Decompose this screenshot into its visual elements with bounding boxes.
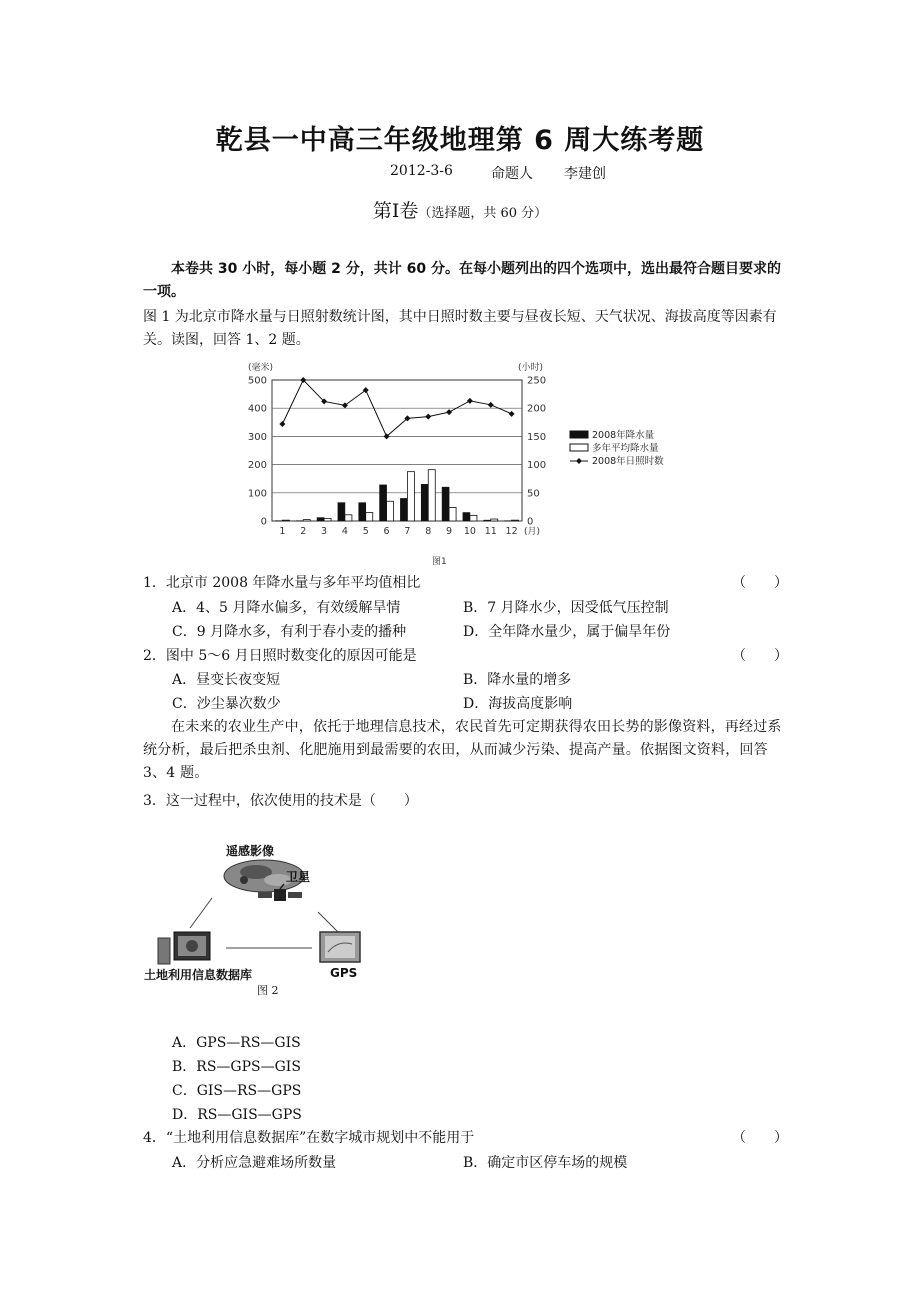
right-tick-label: 150 bbox=[527, 431, 547, 443]
left-axis-label: (毫米) bbox=[248, 363, 274, 373]
page-title: 乾县一中高三年级地理第 6 周大练考题 bbox=[215, 125, 705, 156]
q3-stem: 3．这一过程中，依次使用的技术是（ ） bbox=[143, 793, 418, 809]
x-tick-label: 1 bbox=[279, 526, 286, 537]
x-tick-label: 3 bbox=[321, 526, 328, 537]
bar-avg-precip bbox=[303, 520, 310, 521]
bar-avg-precip bbox=[324, 518, 331, 521]
figure-1-chart bbox=[232, 358, 664, 568]
right-tick-label: 100 bbox=[527, 460, 547, 472]
bar-avg-precip bbox=[491, 519, 498, 521]
bar-2008-precip bbox=[380, 485, 387, 521]
x-tick-label: 2 bbox=[300, 526, 307, 537]
intro-1: 图 1 为北京市降水量与日照射数统计图，其中日照时数主要与昼夜长短、天气状况、海拔高度等因素有关。读图，回答 1、2 题。 bbox=[143, 309, 777, 348]
intro-2: 在未来的农业生产中，依托于地理信息技术，农民首先可定期获得农田长势的影像资料，再经过系统分析，最后把杀虫剂、化肥施用到最需要的农田，从而减少污染、提高产量。依据图文资料，回答 3、4 题。 bbox=[143, 719, 782, 781]
x-unit-label: (月) bbox=[524, 527, 541, 537]
bar-2008-precip bbox=[359, 503, 366, 521]
x-tick-label: 5 bbox=[362, 526, 369, 537]
sunshine-point bbox=[467, 398, 473, 404]
q3-option-b: B．RS—GPS—GIS bbox=[172, 1059, 301, 1075]
q3-option-d: D．RS—GIS—GPS bbox=[172, 1107, 302, 1123]
gps-label: GPS bbox=[330, 966, 358, 980]
left-tick-label: 100 bbox=[247, 488, 267, 500]
figure-2-caption: 图 2 bbox=[257, 984, 279, 997]
q2-option-a: A．昼变长夜变短 bbox=[172, 672, 281, 688]
bar-avg-precip bbox=[407, 472, 414, 521]
right-tick-label: 250 bbox=[527, 375, 547, 387]
rs-image-label: 遥感影像 bbox=[226, 844, 275, 858]
exam-date: 2012-3-6 bbox=[390, 163, 453, 179]
q4-option-b: B．确定市区停车场的规模 bbox=[463, 1155, 628, 1171]
bar-avg-precip bbox=[470, 515, 477, 521]
volume-note: （选择题，共 60 分） bbox=[418, 206, 548, 221]
database-label: 土地利用信息数据库 bbox=[144, 968, 253, 982]
bar-2008-precip bbox=[463, 513, 470, 521]
q2-option-b: B．降水量的增多 bbox=[463, 672, 572, 688]
q2-option-c: C．沙尘暴次数少 bbox=[172, 696, 281, 712]
left-tick-label: 500 bbox=[247, 375, 267, 387]
legend-label-avg-precip: 多年平均降水量 bbox=[592, 443, 659, 454]
bar-avg-precip bbox=[428, 470, 435, 521]
x-tick-label: 4 bbox=[341, 526, 348, 537]
x-tick-label: 12 bbox=[505, 526, 518, 537]
sunshine-point bbox=[509, 411, 515, 417]
x-tick-label: 11 bbox=[484, 526, 497, 537]
q4-stem: 4．“土地利用信息数据库”在数字城市规划中不能用于 bbox=[143, 1130, 475, 1146]
q4-answer-paren: （ ） bbox=[732, 1130, 788, 1146]
q1-option-b: B．7 月降水少，因受低气压控制 bbox=[463, 600, 669, 616]
bar-2008-precip bbox=[484, 520, 491, 521]
q2-stem: 2．图中 5～6 月日照时数变化的原因可能是 bbox=[143, 648, 417, 664]
legend-label-2008-precip: 2008年降水量 bbox=[592, 430, 655, 441]
x-tick-label: 6 bbox=[383, 526, 390, 537]
q2-answer-paren: （ ） bbox=[732, 648, 788, 664]
left-tick-label: 200 bbox=[247, 460, 267, 472]
left-tick-label: 400 bbox=[247, 403, 267, 415]
bar-avg-precip bbox=[366, 513, 373, 521]
bar-2008-precip bbox=[317, 518, 324, 521]
bar-avg-precip bbox=[512, 520, 519, 521]
figure-1-caption: 图1 bbox=[432, 557, 447, 567]
left-tick-label: 300 bbox=[247, 431, 267, 443]
x-tick-label: 9 bbox=[446, 526, 453, 537]
bar-2008-precip bbox=[400, 498, 407, 521]
volume-heading bbox=[0, 196, 920, 223]
plot-frame bbox=[272, 380, 522, 521]
bar-2008-precip bbox=[421, 484, 428, 521]
right-axis-label: (小时) bbox=[518, 363, 544, 373]
legend-swatch-2008-precip bbox=[570, 431, 588, 438]
bar-avg-precip bbox=[387, 501, 394, 521]
legend-label-sunshine: 2008年日照时数 bbox=[592, 456, 664, 467]
sunshine-point bbox=[425, 414, 431, 420]
figure-2-diagram bbox=[140, 832, 390, 1002]
bar-2008-precip bbox=[338, 503, 345, 521]
gps-device-icon bbox=[318, 930, 364, 966]
database-computer-icon bbox=[158, 932, 214, 966]
sunshine-point bbox=[279, 421, 285, 427]
right-tick-label: 50 bbox=[527, 488, 540, 500]
bar-avg-precip bbox=[282, 520, 289, 521]
right-tick-label: 0 bbox=[527, 516, 534, 528]
sunshine-point bbox=[488, 402, 494, 408]
left-tick-label: 0 bbox=[260, 516, 267, 528]
legend-marker-sunshine bbox=[576, 458, 582, 464]
author-name: 李建创 bbox=[564, 166, 606, 182]
bar-avg-precip bbox=[449, 507, 456, 521]
q3-option-a: A．GPS—RS—GIS bbox=[172, 1035, 301, 1051]
instructions: 本卷共 30 小时，每小题 2 分，共计 60 分。在每小题列出的四个选项中，选出最符合题目要求的一项。 bbox=[143, 261, 781, 300]
q2-option-d: D．海拔高度影响 bbox=[463, 696, 573, 712]
q3-option-c: C．GIS—RS—GPS bbox=[172, 1083, 302, 1099]
right-tick-label: 200 bbox=[527, 403, 547, 415]
bar-avg-precip bbox=[345, 515, 352, 521]
q1-stem: 1．北京市 2008 年降水量与多年平均值相比 bbox=[143, 575, 421, 591]
volume-main: 第Ⅰ卷 bbox=[372, 200, 419, 222]
x-tick-label: 7 bbox=[404, 526, 411, 537]
legend-swatch-avg-precip bbox=[570, 444, 588, 451]
author-label: 命题人 bbox=[491, 166, 533, 182]
sunshine-point bbox=[446, 409, 452, 415]
bar-2008-precip bbox=[442, 487, 449, 521]
x-tick-label: 8 bbox=[425, 526, 432, 537]
q1-option-d: D．全年降水量少，属于偏旱年份 bbox=[463, 624, 671, 640]
q1-option-a: A．4、5 月降水偏多，有效缓解旱情 bbox=[172, 600, 401, 616]
satellite-label: 卫星 bbox=[286, 870, 311, 884]
x-tick-label: 10 bbox=[463, 526, 476, 537]
q4-option-a: A．分析应急避难场所数量 bbox=[172, 1155, 337, 1171]
q1-option-c: C．9 月降水多，有利于春小麦的播种 bbox=[172, 624, 407, 640]
q1-answer-paren: （ ） bbox=[732, 575, 788, 591]
